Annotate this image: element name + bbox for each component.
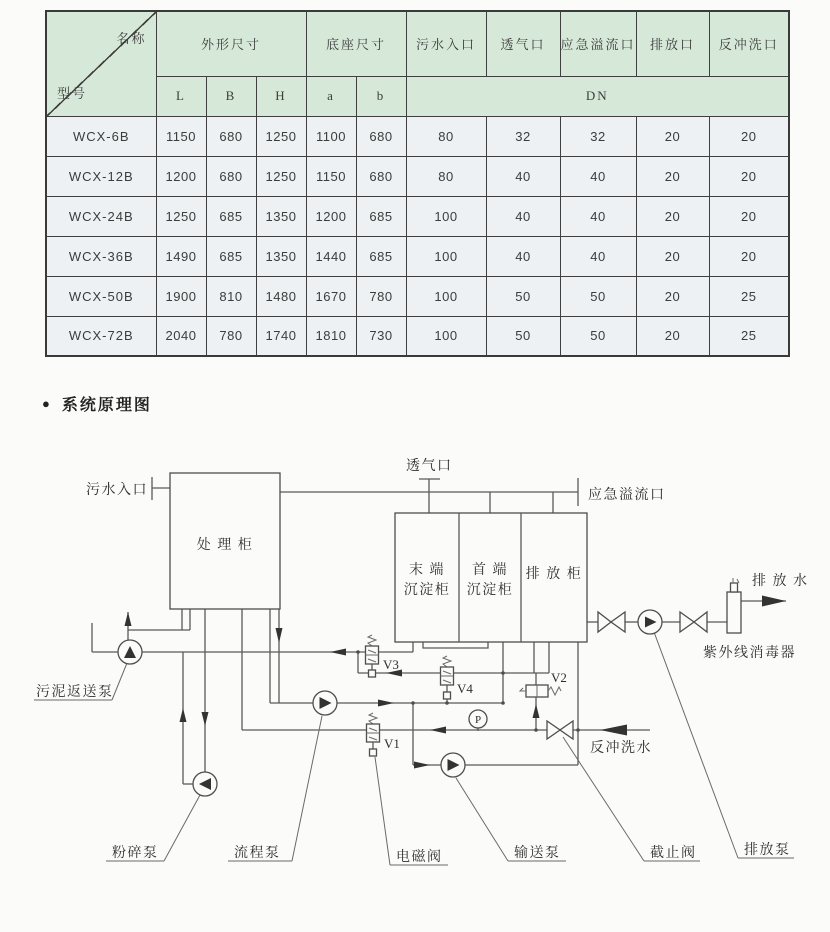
table-cell: 40 [560, 156, 636, 196]
crusher-pump-label: 粉碎泵 [112, 846, 159, 861]
table-cell: 2040 [156, 316, 206, 356]
head-sed-label-top: 首 端 [472, 563, 508, 578]
pressure-gauge-icon [469, 710, 487, 731]
table-cell: 20 [636, 156, 709, 196]
table-cell: 1740 [256, 316, 306, 356]
table-cell: 1350 [256, 196, 306, 236]
table-cell: 680 [356, 156, 406, 196]
table-cell: 40 [560, 196, 636, 236]
gate-valve-icon [598, 612, 625, 632]
table-cell: 1250 [256, 116, 306, 156]
table-subheader-row [46, 76, 789, 116]
stop-valve-icon [547, 721, 573, 739]
table-cell: 680 [206, 156, 256, 196]
backwash-water-label: 反冲洗水 [590, 741, 652, 756]
sludge-return-pump-label: 污泥返送泵 [36, 685, 114, 700]
table-cell: 1810 [306, 316, 356, 356]
table-cell: 780 [206, 316, 256, 356]
table-cell: 810 [206, 276, 256, 316]
table-row [46, 276, 789, 316]
gate-valve-icon [680, 612, 707, 632]
table-cell: 20 [709, 236, 789, 276]
model-cell: WCX-36B [46, 236, 156, 276]
discharge-cabinet-label: 排 放 柜 [525, 567, 583, 582]
col-overflow: 应急溢流口 [560, 11, 636, 76]
table-cell: 32 [560, 116, 636, 156]
end-sed-label-top: 末 端 [409, 563, 445, 578]
col-b: b [356, 76, 406, 116]
table-cell: 1150 [156, 116, 206, 156]
table-cell: 80 [406, 156, 486, 196]
solenoid-valve-label: 电磁阀 [396, 850, 443, 865]
table-cell: 40 [560, 236, 636, 276]
col-discharge: 排放口 [636, 11, 709, 76]
table-cell: 680 [356, 116, 406, 156]
v3-label: V3 [383, 657, 399, 672]
table-cell: 50 [560, 316, 636, 356]
table-cell: 50 [486, 276, 560, 316]
discharge-pump-icon [638, 610, 662, 634]
table-cell: 80 [406, 116, 486, 156]
col-B: B [206, 76, 256, 116]
system-schematic [0, 430, 830, 932]
table-row [46, 236, 789, 276]
table-cell: 1250 [156, 196, 206, 236]
transfer-pump-icon [441, 753, 465, 777]
transfer-pump-label: 输送泵 [514, 846, 561, 861]
sludge-return-pump-icon [118, 640, 142, 664]
table-row [46, 116, 789, 156]
head-sed-label-bottom: 沉淀柜 [466, 583, 514, 598]
solenoid-valve-v3-icon [366, 635, 379, 677]
table-cell: 50 [560, 276, 636, 316]
treatment-cabinet-label: 处 理 柜 [196, 538, 254, 553]
table-cell: 730 [356, 316, 406, 356]
table-cell: 1150 [306, 156, 356, 196]
uv-sterilizer-label: 紫外线消毒器 [703, 646, 796, 661]
table-cell: 100 [406, 236, 486, 276]
uv-sterilizer-icon [727, 578, 741, 633]
v4-label: V4 [457, 681, 473, 696]
col-L: L [156, 76, 206, 116]
table-cell: 100 [406, 276, 486, 316]
section-title-text: 系统原理图 [61, 397, 152, 414]
model-cell: WCX-50B [46, 276, 156, 316]
table-cell: 1480 [256, 276, 306, 316]
table-cell: 1490 [156, 236, 206, 276]
table-row [46, 196, 789, 236]
table-cell: 685 [356, 196, 406, 236]
table-cell: 40 [486, 196, 560, 236]
model-cell: WCX-24B [46, 196, 156, 236]
table-cell: 685 [206, 236, 256, 276]
table-cell: 25 [709, 316, 789, 356]
section-title [42, 392, 152, 415]
table-cell: 25 [709, 276, 789, 316]
solenoid-valve-v1-icon [367, 713, 380, 756]
table-cell: 1250 [256, 156, 306, 196]
sewage-inlet-label: 污水入口 [86, 483, 148, 498]
corner-label-model: 型号 [57, 85, 88, 101]
stop-valve-label: 截止阀 [650, 846, 697, 861]
dn-cell: DN [406, 76, 789, 116]
solenoid-valve-v4-icon [441, 656, 454, 703]
table-cell: 685 [356, 236, 406, 276]
table-cell: 50 [486, 316, 560, 356]
corner-cell [46, 11, 156, 116]
spec-table [45, 10, 790, 357]
process-pump-label: 流程泵 [234, 846, 281, 861]
vent-label: 透气口 [406, 459, 453, 474]
table-cell: 1350 [256, 236, 306, 276]
table-cell: 20 [709, 116, 789, 156]
col-a: a [306, 76, 356, 116]
model-cell: WCX-6B [46, 116, 156, 156]
table-cell: 1100 [306, 116, 356, 156]
discharge-pump-label: 排放泵 [744, 843, 791, 858]
table-cell: 1440 [306, 236, 356, 276]
v2-label: V2 [551, 670, 567, 685]
col-sewage-inlet: 污水入口 [406, 11, 486, 76]
table-cell: 1200 [156, 156, 206, 196]
table-cell: 1900 [156, 276, 206, 316]
col-backwash: 反冲洗口 [709, 11, 789, 76]
table-cell: 20 [636, 236, 709, 276]
overflow-label: 应急溢流口 [588, 488, 666, 503]
table-header-row [46, 11, 789, 76]
table-row [46, 156, 789, 196]
gauge-label: P [474, 714, 482, 726]
table-cell: 1200 [306, 196, 356, 236]
table-cell: 40 [486, 156, 560, 196]
table-cell: 20 [636, 316, 709, 356]
col-group-base: 底座尺寸 [306, 11, 406, 76]
table-cell: 20 [636, 196, 709, 236]
table-cell: 32 [486, 116, 560, 156]
end-sed-label-bottom: 沉淀柜 [403, 583, 451, 598]
table-cell: 40 [486, 236, 560, 276]
table-cell: 680 [206, 116, 256, 156]
col-vent: 透气口 [486, 11, 560, 76]
v1-label: V1 [384, 736, 400, 751]
table-cell: 1670 [306, 276, 356, 316]
table-cell: 780 [356, 276, 406, 316]
bullet-icon: ● [42, 395, 52, 411]
table-cell: 20 [709, 156, 789, 196]
table-cell: 100 [406, 316, 486, 356]
table-cell: 20 [636, 276, 709, 316]
table-cell: 685 [206, 196, 256, 236]
table-cell: 20 [709, 196, 789, 236]
process-pump-icon [313, 691, 337, 715]
model-cell: WCX-72B [46, 316, 156, 356]
table-cell: 20 [636, 116, 709, 156]
col-group-outline: 外形尺寸 [156, 11, 306, 76]
crusher-pump-icon [193, 772, 217, 796]
col-H: H [256, 76, 306, 116]
table-row [46, 316, 789, 356]
discharge-water-label: 排 放 水 [752, 574, 809, 589]
table-cell: 100 [406, 196, 486, 236]
corner-label-name: 名称 [116, 31, 147, 46]
model-cell: WCX-12B [46, 156, 156, 196]
solenoid-valve-v2-icon [520, 685, 561, 697]
leader-lines [34, 632, 794, 865]
